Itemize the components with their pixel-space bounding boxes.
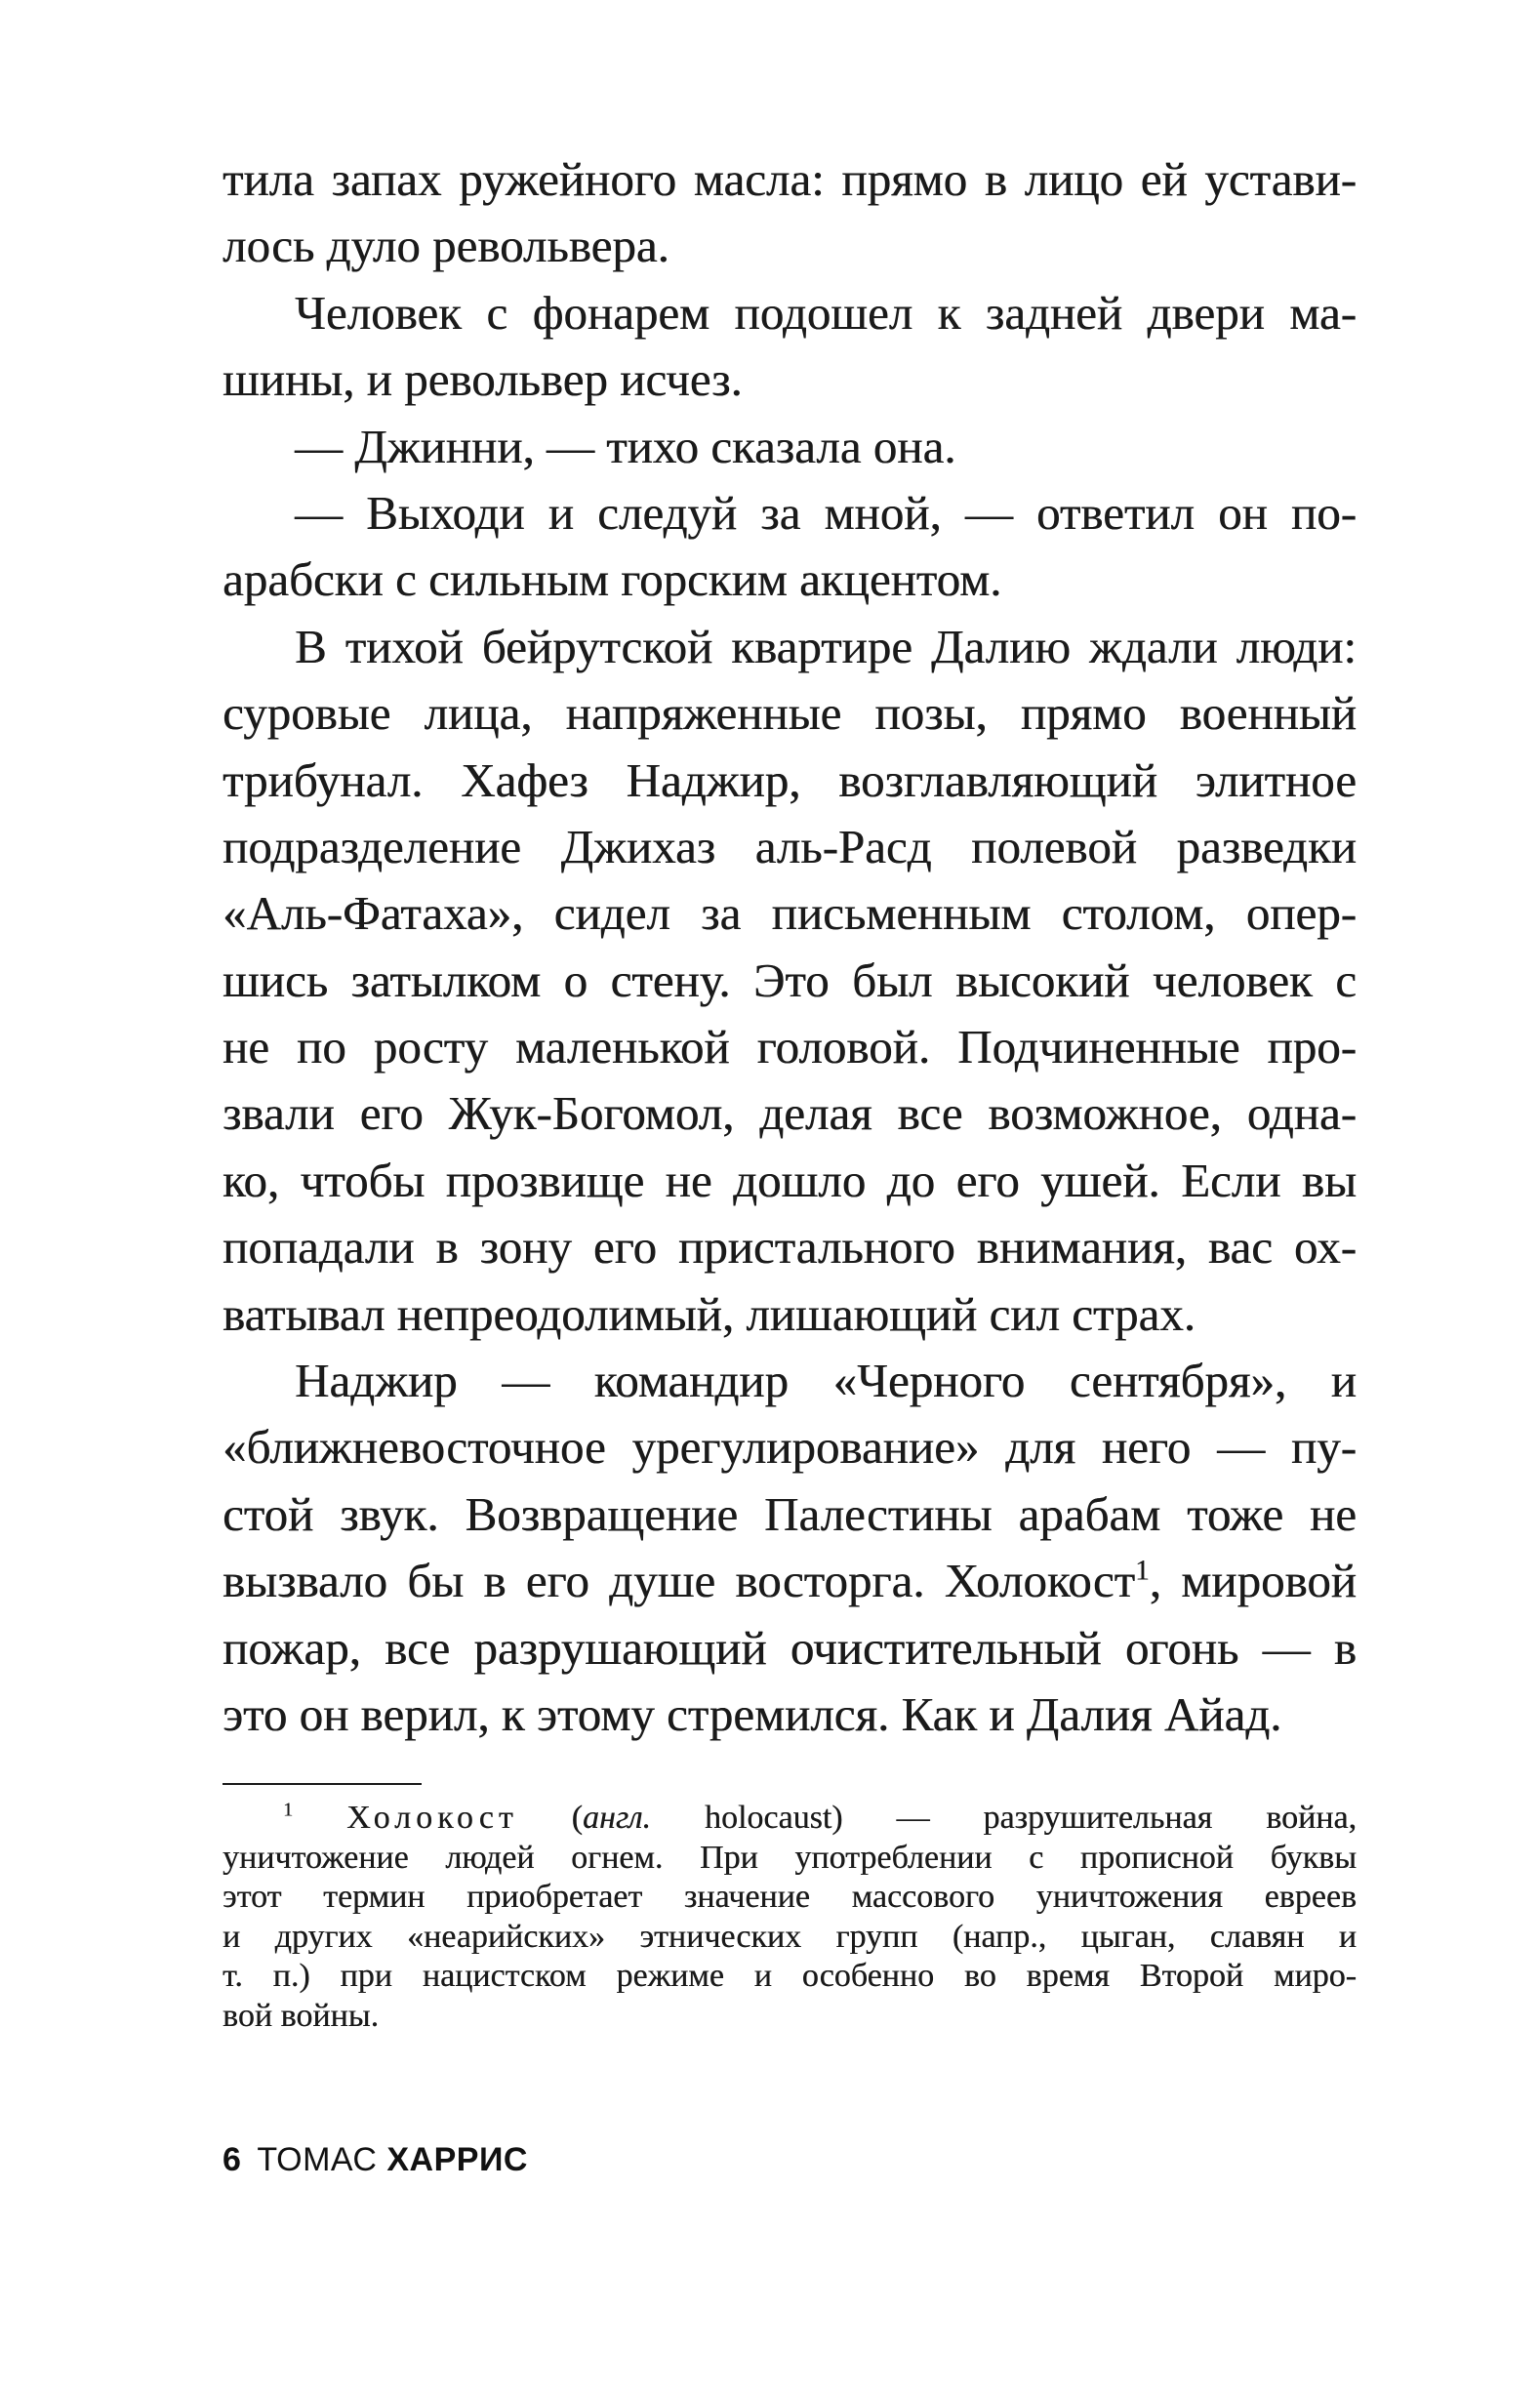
author-first-name: ТОМАС (257, 2141, 378, 2178)
main-text (223, 146, 1357, 1748)
footnote-paren: ( (571, 1800, 583, 1836)
footnote-number: 1 (283, 1799, 294, 1821)
text-line: шины, и револьвер исчез. (223, 352, 743, 407)
footnote-line: уничтожение людей огнем. При употреблении с прописной буквы (223, 1839, 1357, 1876)
running-footer (223, 2141, 528, 2179)
text-line: арабски с сильным горским акцентом. (223, 552, 1002, 607)
text-line: трибунал. Хафез Наджир, возглавляющий элитное (223, 752, 1357, 807)
text-fragment: вызвало бы в его душе восторга. Холокост (223, 1554, 1136, 1608)
footnote-source-word: holocaust (704, 1800, 832, 1836)
text-line: звали его Жук-Богомол, делая все возможное, одна- (223, 1086, 1357, 1141)
footnote-line: этот термин приобретает значение массового уничтожения евреев (223, 1879, 1357, 1916)
text-line: подразделение Джихаз аль-Расд полевой разведки (223, 819, 1357, 873)
page-number: 6 (223, 2141, 242, 2178)
text-line: попадали в зону его пристального внимания, вас ох- (223, 1220, 1357, 1275)
footnote (223, 1799, 1357, 2037)
text-line-with-footnote-ref (223, 1548, 1357, 1614)
footnote-line: вой войны. (223, 1997, 380, 2034)
text-line: пожар, все разрушающий очистительный огонь — в (223, 1620, 1357, 1675)
footnote-lang: англ. (582, 1800, 651, 1836)
text-line: тила запах ружейного масла: прямо в лицо ей устави- (223, 152, 1357, 206)
text-line: Человек с фонарем подошел к задней двери ма- (295, 285, 1357, 340)
text-line: ватывал непреодолимый, лишающий сил страх. (223, 1286, 1196, 1341)
text-line: «ближневосточное урегулирование» для него — пу- (223, 1420, 1357, 1475)
text-line: это он верил, к этому стремился. Как и Далия Айад. (223, 1686, 1282, 1741)
text-line: суровые лица, напряженные позы, прямо военный (223, 686, 1357, 741)
footnote-line (223, 1799, 1357, 1839)
footnote-line: и других «неарийских» этнических групп (напр., цыган, славян и (223, 1918, 1357, 1955)
text-line: — Выходи и следуй за мной, — ответил он по- (295, 485, 1357, 540)
text-line: не по росту маленькой головой. Подчиненные про- (223, 1020, 1357, 1074)
text-fragment: , мировой (1149, 1554, 1357, 1608)
text-line: Наджир — командир «Черного сентября», и (295, 1354, 1357, 1408)
footnote-text: ) — разрушительная война, (831, 1800, 1358, 1836)
text-line: стой звук. Возвращение Палестины арабам тоже не (223, 1486, 1357, 1541)
text-line: — Джинни, — тихо сказала она. (295, 419, 956, 473)
footnote-divider (223, 1783, 422, 1785)
text-line: В тихой бейрутской квартире Далию ждали люди: (295, 619, 1357, 673)
footnote-reference[interactable]: 1 (1135, 1555, 1150, 1587)
footnote-term: Холокост (346, 1800, 518, 1836)
footnote-line: т. п.) при нацистском режиме и особенно во время Второй миро- (223, 1958, 1357, 1995)
text-line: шись затылком о стену. Это был высокий человек с (223, 953, 1357, 1007)
text-line: «Аль-Фатаха», сидел за письменным столом, опер- (223, 886, 1357, 941)
text-line: лось дуло револьвера. (223, 219, 669, 273)
text-line: ко, чтобы прозвище не дошло до его ушей. Если вы (223, 1153, 1357, 1207)
author-last-name: ХАРРИС (386, 2141, 528, 2178)
